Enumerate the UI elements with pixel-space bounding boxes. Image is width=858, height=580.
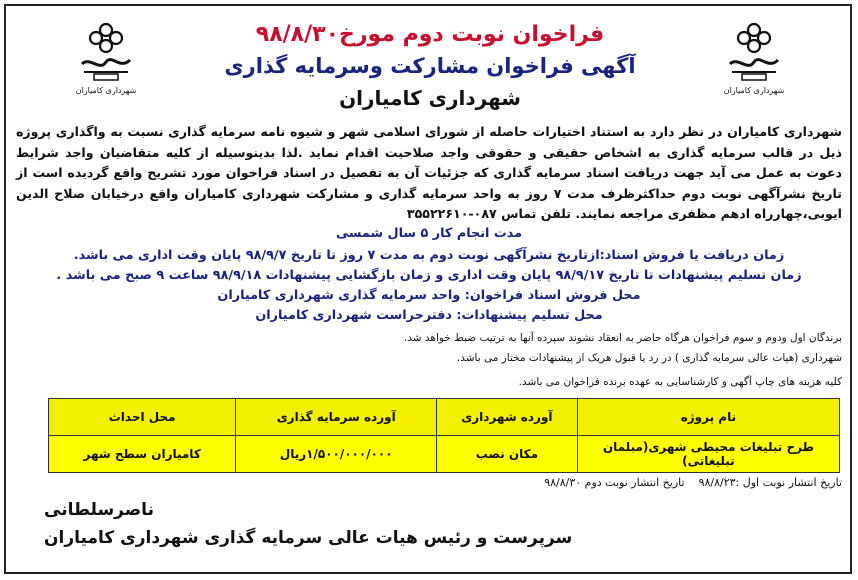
emblem-icon	[724, 16, 784, 84]
column-header: محل احداث	[49, 399, 236, 436]
issuer-name: شهرداری کامیاران	[339, 86, 521, 110]
emblem-icon	[76, 16, 136, 84]
note-line: شهرداری (هیات عالی سرمایه گذاری ) در رد یا قبول هریک از پیشنهادات مختار می باشد.	[456, 352, 842, 364]
sale-place-line: محل فروش اسناد فراخوان: واحد سرمایه گذاری شهرداری کامیاران	[217, 288, 641, 303]
submission-place-line: محل تسلیم پیشنهادات: دفترحراست شهرداری کامیاران	[255, 308, 603, 323]
document-receipt-line: زمان دریافت یا فروش اسناد:ازتاریخ نشرآگهی نوبت دوم به مدت ۷ روز تا تاریخ ۹۸/۹/۷ پایان وقت اداری می باشد.	[73, 248, 785, 263]
column-header: نام پروژه	[577, 399, 839, 436]
note-line: برندگان اول ودوم و سوم فراخوان هرگاه حاضر به انعقاد نشوند سپرده آنها به ترتیب ضبط خواهد شد.	[403, 332, 842, 344]
table-cell: طرح تبلیغات محیطی شهری(مبلمان تبلیغاتی)	[577, 436, 839, 473]
notice-title: آگهی فراخوان مشارکت وسرمایه گذاری	[224, 54, 636, 78]
table-cell: ۱/۵۰۰/۰۰۰/۰۰۰ریال	[236, 436, 437, 473]
duration-line: مدت انجام کار ۵ سال شمسی	[335, 226, 523, 241]
column-header: آورده سرمایه گذاری	[236, 399, 437, 436]
publication-dates	[16, 476, 842, 489]
signer-name: ناصرسلطانی	[44, 500, 154, 520]
signer-title: سرپرست و رئیس هیات عالی سرمایه گذاری شهرداری کامیاران	[44, 528, 573, 548]
table-cell: مکان نصب	[437, 436, 578, 473]
logo-caption: شهرداری کامیاران	[723, 86, 785, 95]
notice-body-paragraph: شهرداری کامیاران در نظر دارد به استناد اختیارات حاصله از شورای اسلامی شهر و شیوه نامه سرمایه گذاری نسبت به واگذاری پروژه ذیل در قالب سرمایه گذاری به اشخاص حقیقی و حقوقی واجد صلاحیت اقدام نماید .لذا بدینوسیله از کلیه متقاضیان واجد شرایط دعوت به عمل می آید جهت دریافت اسناد سرمایه گذاری که جزئیات آن به تفصیل در اسناد فراخوان مورد تشریح واقع گردیده است از تاریخ نشرآگهی نوبت دوم حداکثرظرف مدت ۷ روز به واحد سرمایه گذاری و مشارکت شهرداری کامیاران واقع درخیابان صلاح الدین ایوبی،چهارراه ادهم مظفری مراجعه نمایند. تلفن تماس ۰۸۷-۳۵۵۲۲۶۱۰	[16, 124, 842, 221]
municipality-logo-right	[712, 16, 796, 112]
note-line: کلیه هزینه های چاپ آگهی و کارشناسایی به عهده برنده فراخوان می باشد.	[518, 376, 842, 388]
table-row	[49, 436, 840, 473]
project-table	[48, 398, 840, 473]
table-header-row	[49, 399, 840, 436]
column-header: آورده شهرداری	[437, 399, 578, 436]
table-cell: کامیاران سطح شهر	[49, 436, 236, 473]
second-publication-date: تاریخ انتشار نوبت دوم ۹۸/۸/۳۰	[544, 476, 685, 489]
logo-caption: شهرداری کامیاران	[75, 86, 137, 95]
first-publication-date: تاریخ انتشار نوبت اول :۹۸/۸/۲۳	[698, 476, 842, 489]
notice-date-heading: فراخوان نوبت دوم مورخ۹۸/۸/۳۰	[255, 22, 605, 47]
submission-time-line: زمان تسلیم پیشنهادات تا تاریخ ۹۸/۹/۱۷ پایان وقت اداری و زمان بازگشایی پیشنهادات ۹۸/۹/۱۸ ساعت ۹ صبح می باشد .	[56, 268, 802, 283]
municipality-logo-left	[64, 16, 148, 112]
